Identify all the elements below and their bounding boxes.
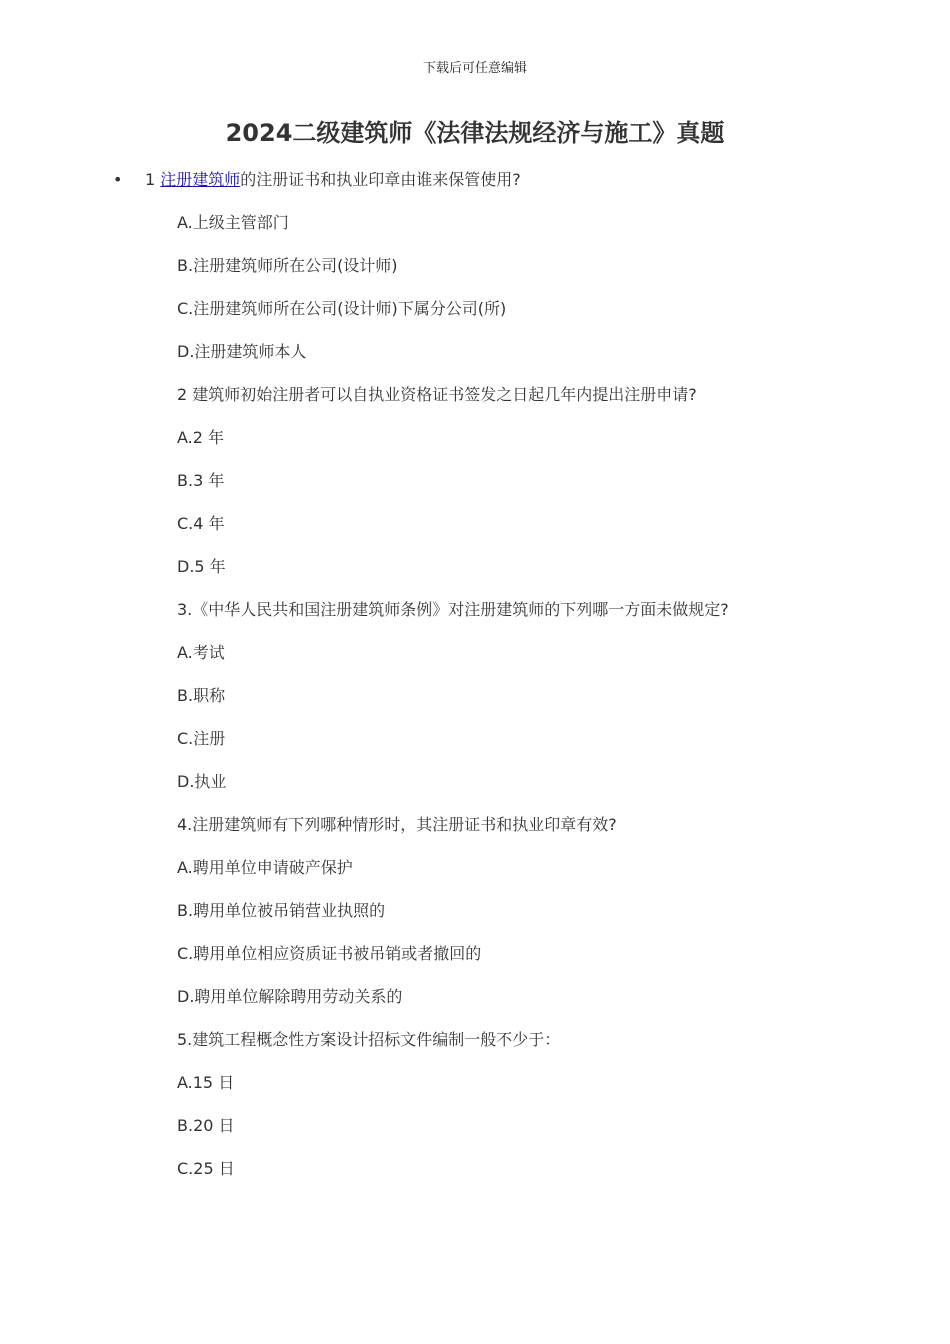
list-item: B.20 日 [177, 1116, 235, 1135]
list-item: B.3 年 [177, 471, 225, 490]
list-item: C.25 日 [177, 1159, 235, 1178]
list-item: 3.《中华人民共和国注册建筑师条例》对注册建筑师的下列哪一方面未做规定? [177, 600, 729, 619]
registered-architect-link[interactable]: 注册建筑师 [160, 170, 241, 189]
list-item: D.注册建筑师本人 [177, 342, 307, 361]
question-list [177, 211, 729, 1200]
list-item: B.聘用单位被吊销营业执照的 [177, 901, 386, 920]
list-item: C.注册建筑师所在公司(设计师)下属分公司(所) [177, 299, 507, 318]
list-item: D.执业 [177, 772, 227, 791]
list-bullet: • [113, 170, 123, 189]
list-item: A.聘用单位申请破产保护 [177, 858, 353, 877]
header-note: 下载后可任意编辑 [422, 61, 527, 76]
list-item: D.5 年 [177, 557, 226, 576]
list-item: 4.注册建筑师有下列哪种情形时，其注册证书和执业印章有效? [177, 815, 617, 834]
question-1-number: 1 [145, 170, 161, 189]
list-item: C.注册 [177, 729, 226, 748]
question-1 [145, 168, 521, 192]
list-item: D.聘用单位解除聘用劳动关系的 [177, 987, 403, 1006]
list-item: A.上级主管部门 [177, 213, 289, 232]
list-item: C.4 年 [177, 514, 225, 533]
list-item: A.2 年 [177, 428, 225, 447]
question-1-text: 的注册证书和执业印章由谁来保管使用? [240, 170, 521, 189]
list-item: A.15 日 [177, 1073, 235, 1092]
list-item: A.考试 [177, 643, 225, 662]
document-title: 2024二级建筑师《法律法规经济与施工》真题 [225, 119, 725, 147]
list-item: B.注册建筑师所在公司(设计师) [177, 256, 398, 275]
list-item: 5.建筑工程概念性方案设计招标文件编制一般不少于： [177, 1030, 561, 1049]
list-item: B.职称 [177, 686, 226, 705]
list-item: C.聘用单位相应资质证书被吊销或者撤回的 [177, 944, 482, 963]
list-item: 2 建筑师初始注册者可以自执业资格证书签发之日起几年内提出注册申请? [177, 385, 697, 404]
